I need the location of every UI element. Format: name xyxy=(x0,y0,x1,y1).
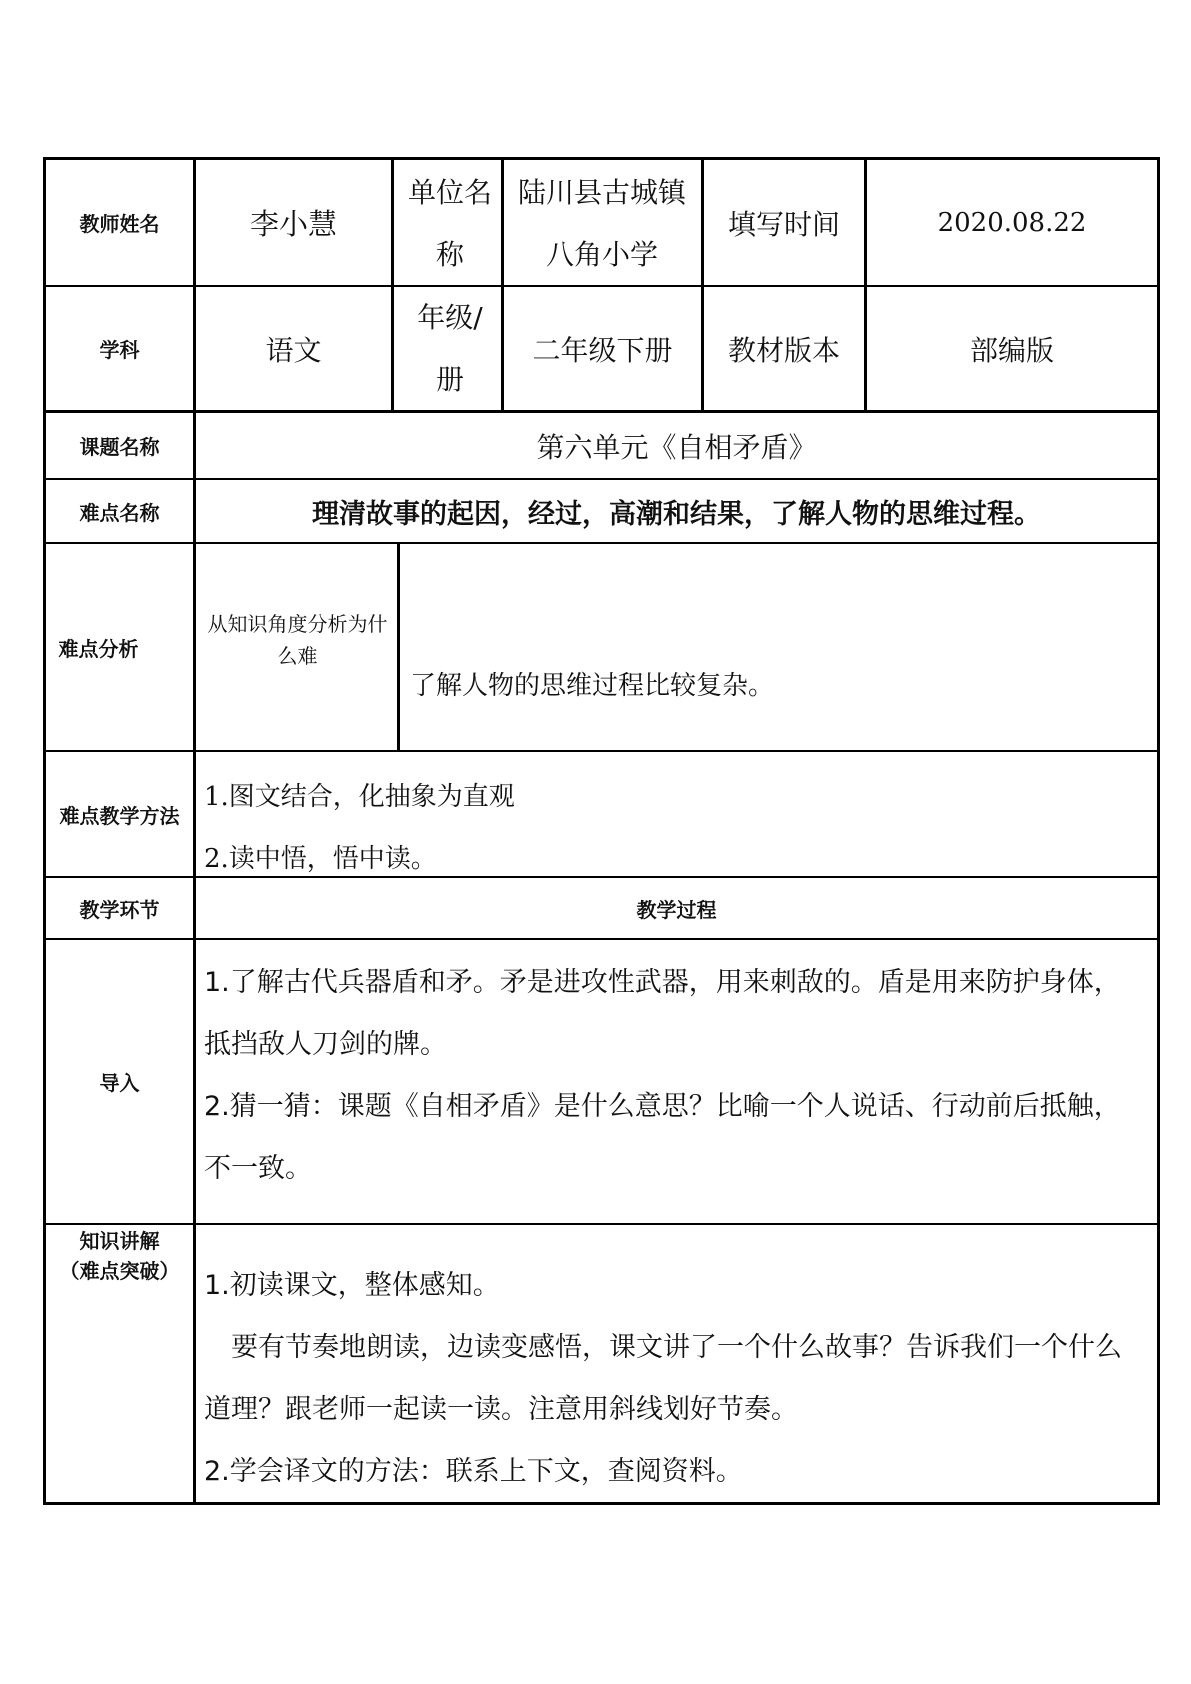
teaching-method-list xyxy=(204,766,1144,890)
intro-item: 2.猜一猜：课题《自相矛盾》是什么意思？比喻一个人说话、行动前后抵触，不一致。 xyxy=(204,1091,1121,1184)
lesson-title-value: 第六单元《自相矛盾》 xyxy=(536,430,817,464)
knowledge-item: 1.初读课文，整体感知。 xyxy=(204,1270,500,1301)
row-divider xyxy=(43,1223,1160,1225)
knowledge-stage-label xyxy=(46,1226,193,1286)
textbook-edition-value: 部编版 xyxy=(969,333,1054,367)
textbook-edition-label: 教材版本 xyxy=(727,333,840,367)
lesson-title-label: 课题名称 xyxy=(79,435,160,459)
grade-volume-label: 年级/册 xyxy=(417,300,483,396)
fill-date-label: 填写时间 xyxy=(727,207,840,241)
intro-content xyxy=(204,952,1144,1200)
subject-label: 学科 xyxy=(99,338,140,362)
difficulty-name-label: 难点名称 xyxy=(79,500,160,525)
knowledge-item: 要有节奏地朗读，边读变感悟，课文讲了一个什么故事？告诉我们一个什么道理？跟老师一起读一读。注意用斜线划好节奏。 xyxy=(204,1332,1122,1425)
analysis-perspective-label: 从知识角度分析为什么难 xyxy=(207,612,388,668)
teaching-method-item: 2.读中悟，悟中读。 xyxy=(204,844,437,874)
teacher-name-value: 李小慧 xyxy=(249,207,337,241)
col-divider xyxy=(397,542,400,752)
intro-item: 1.了解古代兵器盾和矛。矛是进攻性武器，用来刺敌的。盾是用来防护身体，抵挡敌人刀剑的牌。 xyxy=(204,967,1121,1060)
knowledge-content xyxy=(204,1255,1144,1503)
row-divider xyxy=(43,542,1160,544)
grade-volume-value: 二年级下册 xyxy=(532,333,673,367)
teacher-name-label: 教师姓名 xyxy=(79,212,160,236)
fill-date-value: 2020.08.22 xyxy=(937,207,1087,238)
table-border-right xyxy=(1157,157,1160,1505)
unit-name-value: 陆川县古城镇八角小学 xyxy=(517,175,686,271)
knowledge-label-line: 知识讲解 xyxy=(79,1229,160,1253)
subject-value: 语文 xyxy=(265,333,322,367)
teaching-method-item: 1.图文结合，化抽象为直观 xyxy=(204,782,515,812)
difficulty-analysis-value: 了解人物的思维过程比较复杂。 xyxy=(410,671,775,701)
unit-name-label: 单位名称 xyxy=(407,175,492,271)
teaching-process-header: 教学过程 xyxy=(636,897,717,922)
knowledge-item: 2.学会译文的方法：联系上下文，查阅资料。 xyxy=(204,1456,743,1487)
intro-stage-label: 导入 xyxy=(99,1071,140,1095)
row-divider xyxy=(43,938,1160,940)
col-divider xyxy=(391,157,394,413)
row-divider xyxy=(43,750,1160,752)
difficulty-name-value: 理清故事的起因，经过，高潮和结果，了解人物的思维过程。 xyxy=(312,498,1041,530)
difficulty-analysis-label: 难点分析 xyxy=(58,636,139,661)
knowledge-label-line: （难点突破） xyxy=(59,1259,180,1283)
teaching-method-label: 难点教学方法 xyxy=(59,803,180,828)
teaching-stage-header: 教学环节 xyxy=(79,897,160,922)
